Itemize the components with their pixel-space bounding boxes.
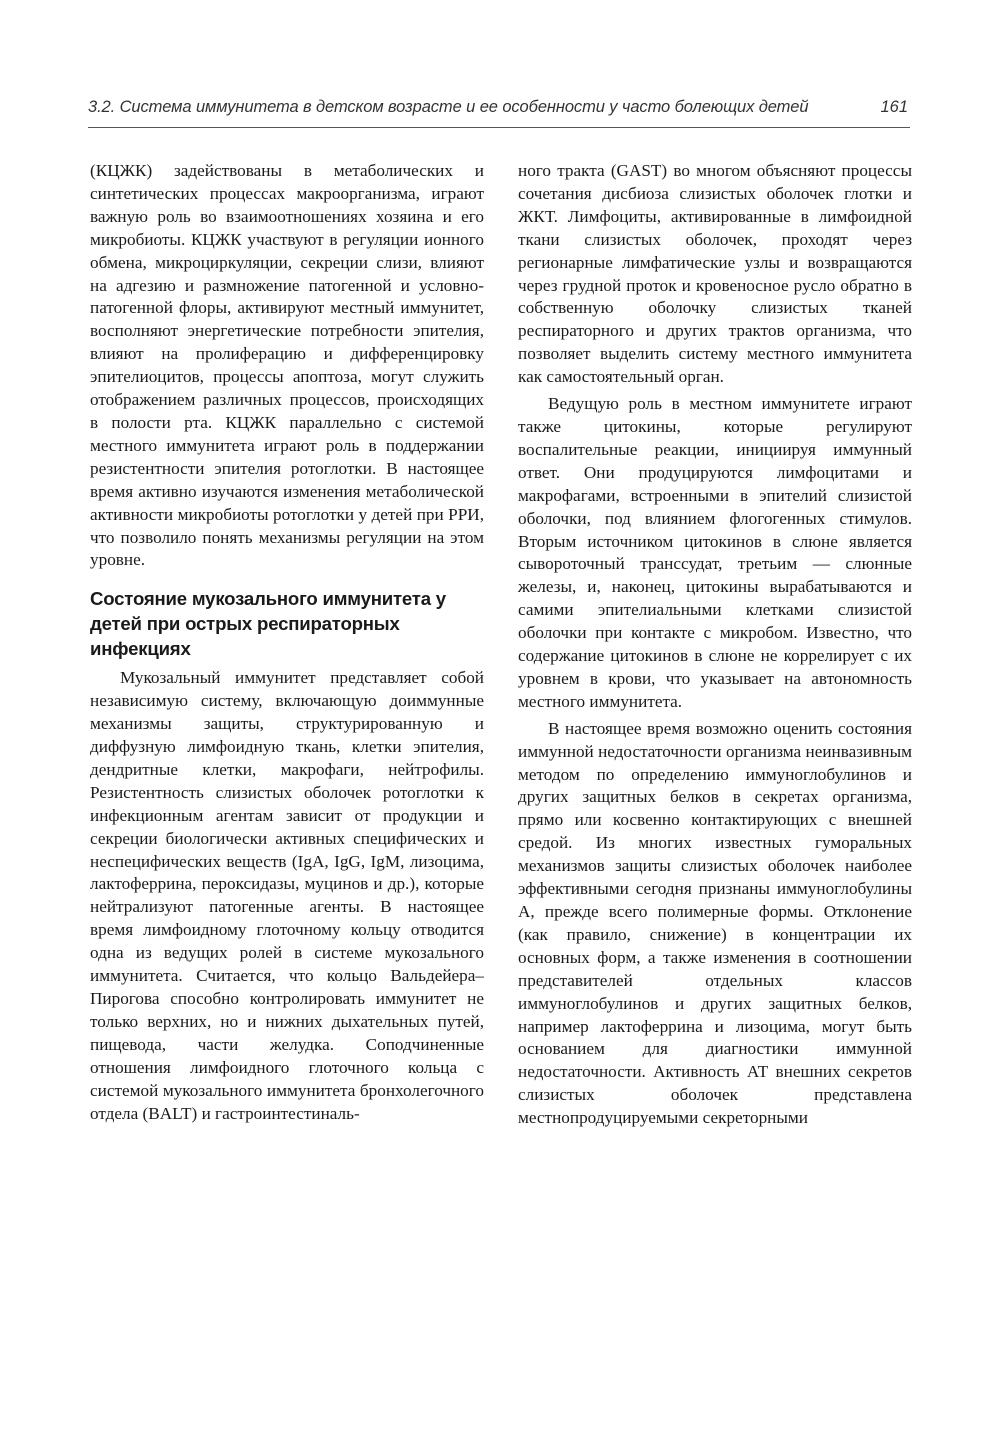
section-heading: Состояние мукозального иммунитета у детей при острых респираторных инфекциях [90,588,446,660]
paragraph-diagnostics: В настоящее время возможно оценить состояния иммунной недостаточности организма неинвазивным методом по определению иммуноглобулинов и других защитных белков в секретах организма, прямо или косвенно контактирующих с внешней средой. Из многих известных гуморальных механизмов защиты слизистых оболочек наиболее эффективными сегодня признаны иммуноглобулины A, прежде всего полимерные формы. Отклонение (как правило, снижение) в концентрации их основных форм, а также изменения в соотношении представителей отдельных классов иммуноглобулинов и других защитных белков, например лактоферрина и лизоцима, могут быть основанием для диагностики иммунной недостаточности. Активность АТ внешних секретов слизистых оболочек представлена местнопродуцируемыми секреторными [518,718,912,1128]
right-column [518,160,912,1130]
left-column [90,160,484,1125]
running-header [88,92,908,122]
paragraph-cytokines: Ведущую роль в местном иммунитете играют также цитокины, которые регулируют воспалительные реакции, инициируя иммунный ответ. Они продуцируются лимфоцитами и макрофагами, встроенными в эпителий слизистой оболочки, под влиянием флогогенных стимулов. Вторым источником цитокинов в слюне является сывороточный транссудат, третьим — слюнные железы, и, наконец, цитокины вырабатываются и самими эпителиальными клетками слизистой оболочки при контакте с микробом. Известно, что содержание цитокинов в слюне не коррелирует с их уровнем в крови, что указывает на автономность местного иммунитета. [518,394,912,711]
running-title: 3.2. Система иммунитета в детском возрасте и ее особенности у часто болеющих детей [88,98,809,116]
paragraph-mucosal-immunity: Мукозальный иммунитет представляет собой независимую систему, включающую доиммунные механизмы защиты, структурированную и диффузную лимфоидную ткань, клетки эпителия, дендритные клетки, макрофаги, нейтрофилы. Резистентность слизистых оболочек ротоглотки к инфекционным агентам зависит от продукции и секреции биологически активных специфических и неспецифических веществ (IgA, IgG, IgM, лизоцима, лактоферрина, пероксидазы, муцинов и др.), которые нейтрализуют патогенные агенты. В настоящее время лимфоидному глоточному кольцу отводится одна из ведущих ролей в системе мукозального иммунитета. Считается, что кольцо Вальдейера–Пирогова способно контролировать иммунитет не только верхних, но и нижних дыхательных путей, пищевода, части желудка. Соподчиненные отношения лимфоидного глоточного кольца с системой мукозального иммунитета бронхолегочного отдела (BALT) и гастроинтестиналь- [90,668,484,1123]
header-rule [88,127,910,128]
paragraph-kczhk: (КЦЖК) задействованы в метаболических и синтетических процессах макроорганизма, играют важную роль во взаимоотношениях хозяина и его микробиоты. КЦЖК участвуют в регуляции ионного обмена, микроциркуляции, секреции слизи, влияют на адгезию и размножение патогенной и условно-патогенной флоры, активируют местный иммунитет, восполняют энергетические потребности эпителия, влияют на пролиферацию и дифференцировку эпителиоцитов, процессы апоптоза, могут служить отображением различных процессов, происходящих в полости рта. КЦЖК параллельно с системой местного иммунитета играют роль в поддержании резистентности эпителия ротоглотки. В настоящее время активно изучаются изменения метаболической активности микробиоты ротоглотки у детей при РРИ, что позволило понять механизмы регуляции на этом уровне. [90,161,484,570]
paragraph-gast: ного тракта (GAST) во многом объясняют процессы сочетания дисбиоза слизистых оболочек глотки и ЖКТ. Лимфоциты, активированные в лимфоидной ткани слизистых оболочек, проходят через регионарные лимфатические узлы и возвращаются через грудной проток и кровеносное русло обратно в собственную оболочку слизистых тканей респираторного и других трактов организма, что позволяет выделить систему местного иммунитета как самостоятельный орган. [518,161,912,387]
page-number: 161 [880,98,908,116]
